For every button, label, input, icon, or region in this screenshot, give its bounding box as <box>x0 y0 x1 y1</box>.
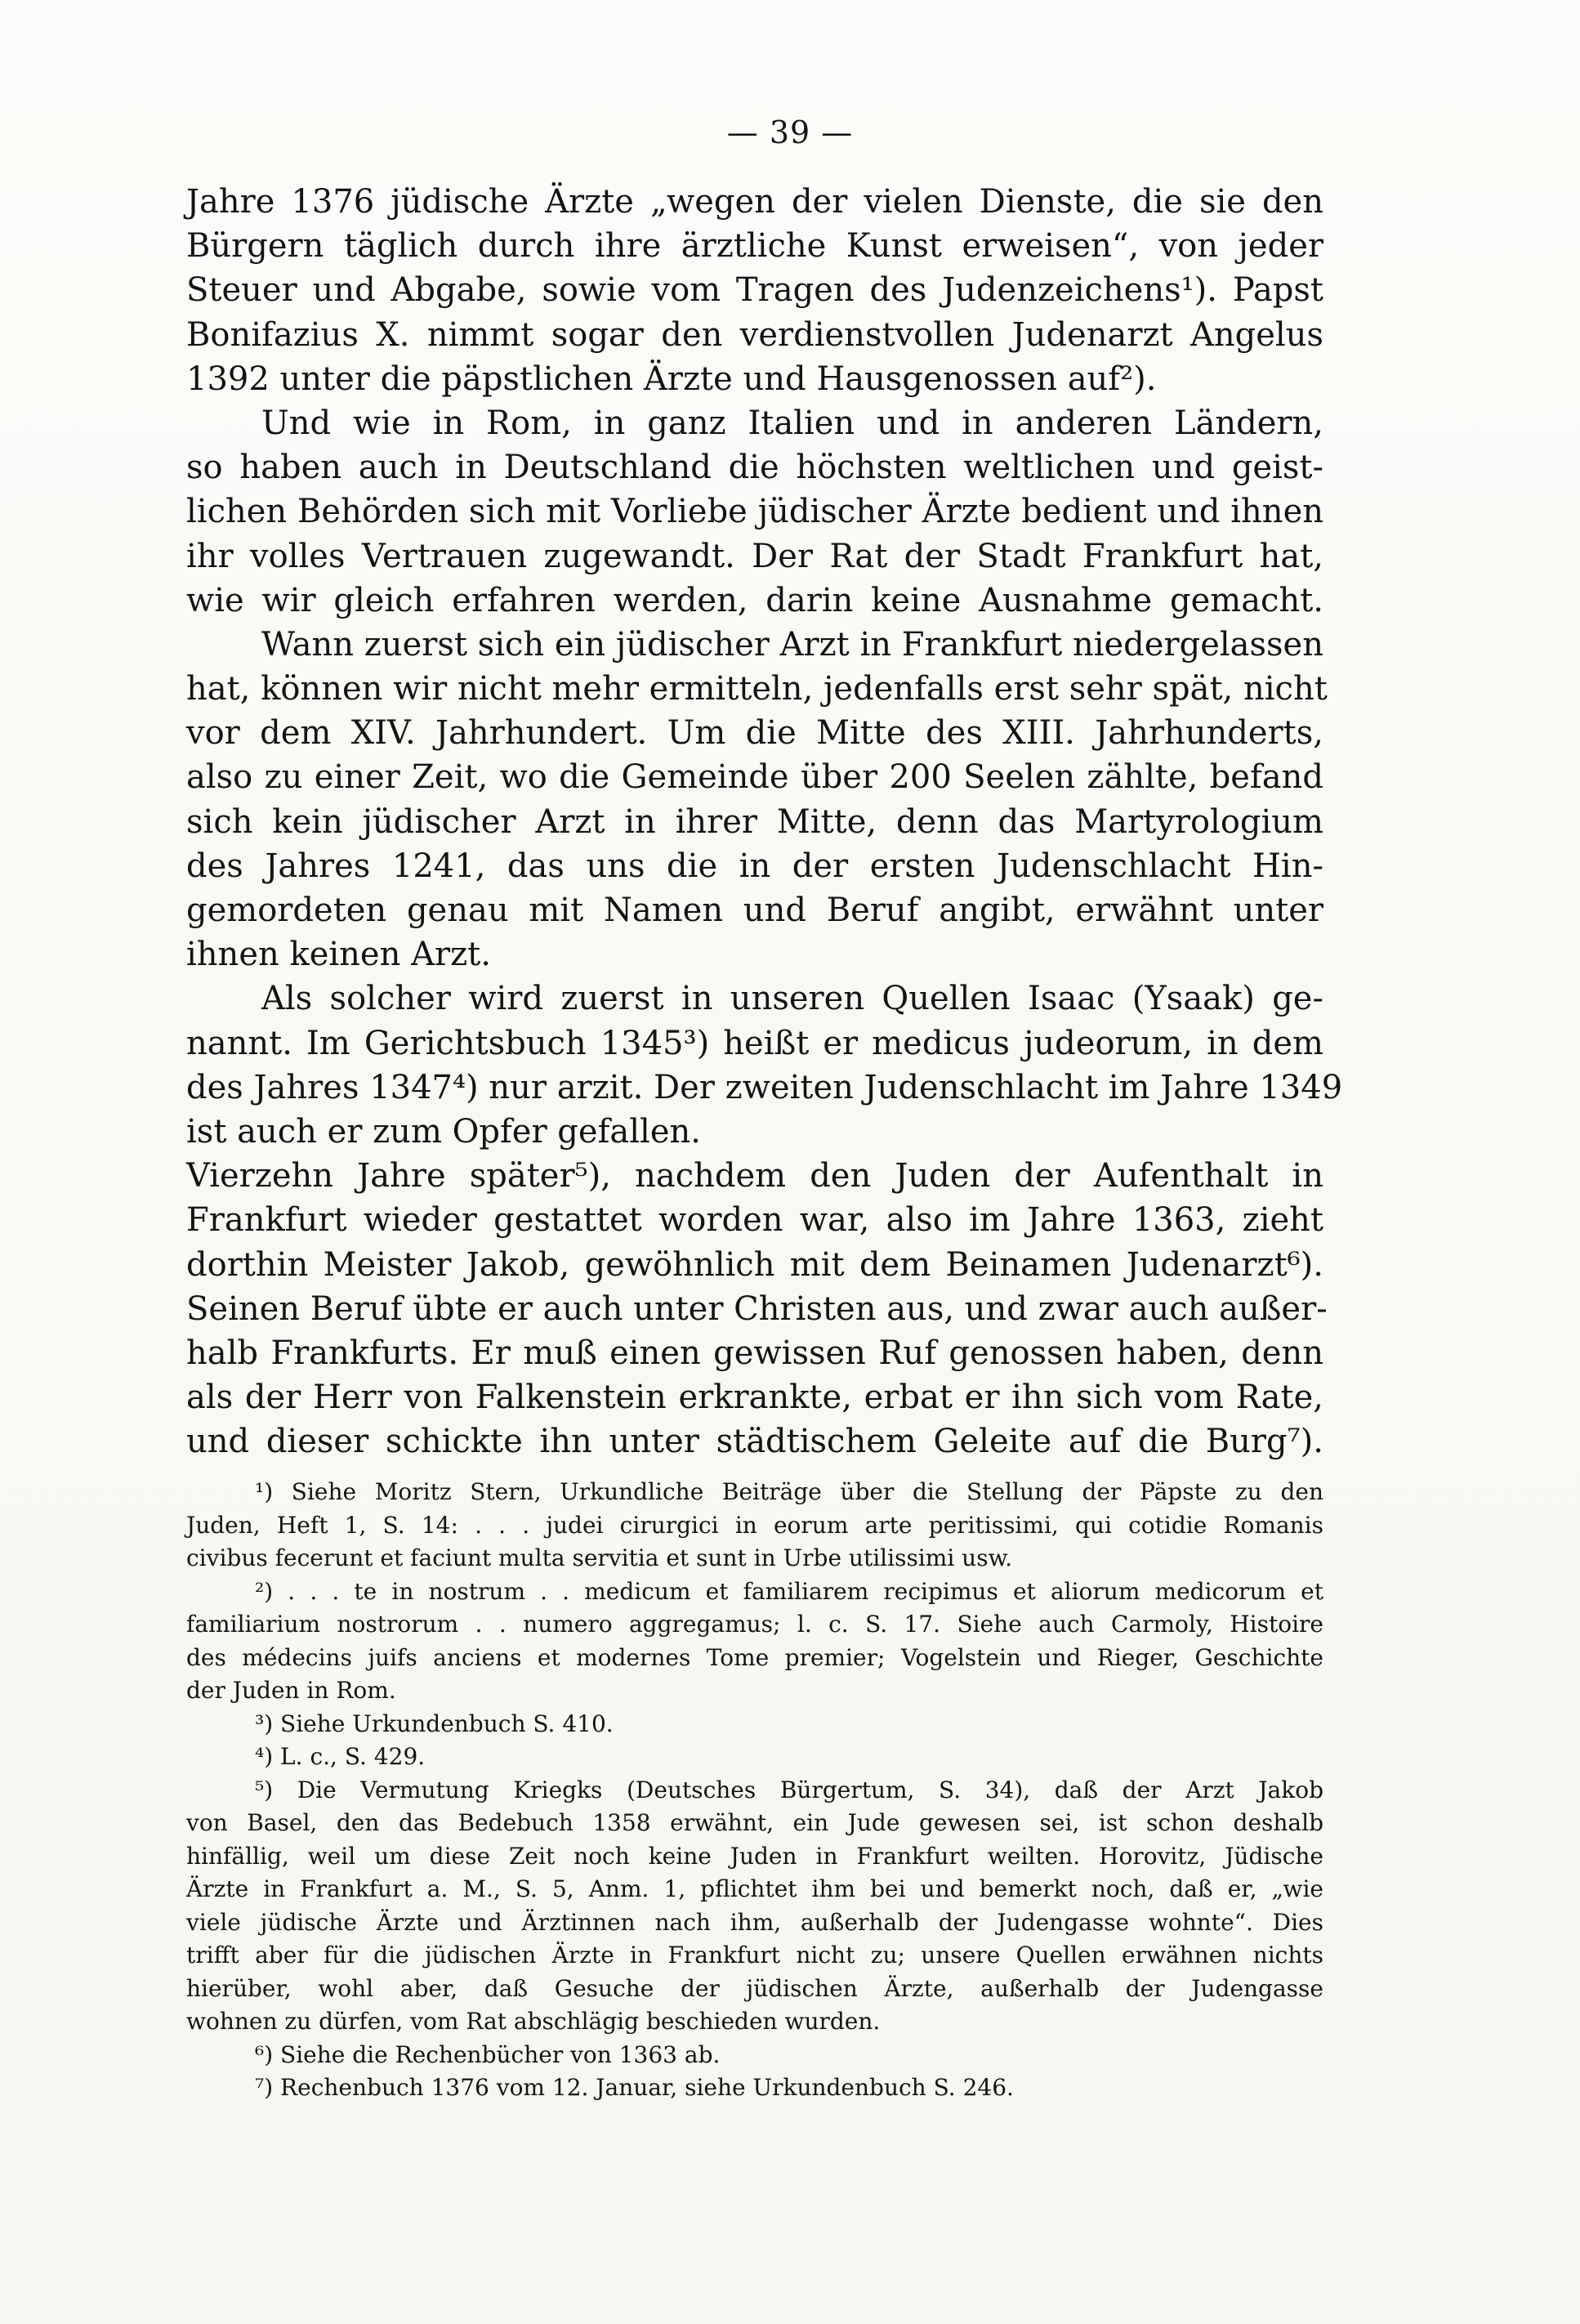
footnote-line: Juden, Heft 1, S. 14: . . . judei cirurgici in eorum arte peritissimi, qui cotidie Romanis <box>186 1511 1323 1539</box>
text-line: des Jahres 1347⁴) nur arzit. Der zweiten Judenschlacht im Jahre 1349 <box>186 1068 1343 1106</box>
footnote-line: ²) . . . te in nostrum . . medicum et familiarem recipimus et aliorum medicorum et <box>255 1577 1323 1605</box>
text-line: Frankfurt wieder gestattet worden war, also im Jahre 1363, zieht <box>186 1201 1323 1240</box>
text-line: wie wir gleich erfahren werden, darin keine Ausnahme gemacht. <box>186 581 1323 619</box>
text-line: 1392 unter die päpstlichen Ärzte und Hausgenossen auf²). <box>186 360 1157 398</box>
text-line: Und wie in Rom, in ganz Italien und in anderen Ländern, <box>261 404 1323 442</box>
footnote-line: von Basel, den das Bedebuch 1358 erwähnt, ein Jude gewesen sei, ist schon deshalb <box>186 1809 1323 1836</box>
footnote-line: civibus fecerunt et faciunt multa servitia et sunt in Urbe utilissimi usw. <box>186 1544 1013 1571</box>
text-line: ihnen keinen Arzt. <box>186 936 491 974</box>
text-line: dorthin Meister Jakob, gewöhnlich mit dem Beinamen Judenarzt⁶). <box>186 1245 1323 1284</box>
footnote-line: der Juden in Rom. <box>186 1677 396 1704</box>
text-line: als der Herr von Falkenstein erkrankte, erbat er ihn sich vom Rate, <box>186 1379 1323 1417</box>
page-number: — 39 — <box>726 114 854 150</box>
text-line: Wann zuerst sich ein jüdischer Arzt in Frankfurt niedergelassen <box>261 625 1323 664</box>
footnote-line: ¹) Siehe Moritz Stern, Urkundliche Beiträge über die Stellung der Päpste zu den <box>255 1478 1323 1505</box>
text-line: sich kein jüdischer Arzt in ihrer Mitte, denn das Martyrologium <box>186 802 1323 841</box>
text-line: Bonifazius X. nimmt sogar den verdienstvollen Judenarzt Angelus <box>186 315 1323 354</box>
text-line: also zu einer Zeit, wo die Gemeinde über 200 Seelen zählte, befand <box>186 758 1323 797</box>
text-line: Seinen Beruf übte er auch unter Christen aus, und zwar auch außer- <box>186 1289 1328 1328</box>
main-text <box>186 180 1343 1464</box>
footnote-line: familiarium nostrorum . . numero aggregamus; l. c. S. 17. Siehe auch Carmoly, Histoire <box>186 1611 1323 1638</box>
text-line: nannt. Im Gerichtsbuch 1345³) heißt er medicus judeorum, in dem <box>186 1024 1323 1062</box>
text-line: ist auch er zum Opfer gefallen. <box>186 1112 701 1151</box>
footnote-line: ⁷) Rechenbuch 1376 vom 12. Januar, siehe Urkundenbuch S. 246. <box>255 2074 1014 2101</box>
footnote-line: hinfällig, weil um diese Zeit noch keine Juden in Frankfurt weilten. Horovitz, Jüdische <box>186 1842 1323 1870</box>
footnote-line: Ärzte in Frankfurt a. M., S. 5, Anm. 1, pflichtet ihm bei und bemerkt noch, daß er, „wie <box>186 1875 1323 1902</box>
footnote-line: viele jüdische Ärzte und Ärztinnen nach ihm, außerhalb der Judengasse wohnte“. Dies <box>186 1908 1323 1936</box>
footnote-line: ⁴) L. c., S. 429. <box>255 1743 426 1770</box>
footnote-line: des médecins juifs anciens et modernes Tome premier; Vogelstein und Rieger, Geschichte <box>186 1643 1323 1671</box>
footnote-line: wohnen zu dürfen, vom Rat abschlägig beschieden wurden. <box>186 2008 881 2035</box>
text-line: vor dem XIV. Jahrhundert. Um die Mitte des XIII. Jahrhunderts, <box>186 714 1323 753</box>
text-line: ihr volles Vertrauen zugewandt. Der Rat der Stadt Frankfurt hat, <box>186 537 1323 575</box>
footnotes <box>186 1476 1323 2105</box>
footnote-line: ³) Siehe Urkundenbuch S. 410. <box>255 1709 614 1737</box>
footnote-line: ⁶) Siehe die Rechenbücher von 1363 ab. <box>255 2040 721 2068</box>
text-line: des Jahres 1241, das uns die in der ersten Judenschlacht Hin- <box>186 847 1323 885</box>
text-line: halb Frankfurts. Er muß einen gewissen Ruf genossen haben, denn <box>186 1334 1323 1372</box>
text-line: Vierzehn Jahre später⁵), nachdem den Juden der Aufenthalt in <box>186 1157 1323 1196</box>
text-line: Jahre 1376 jüdische Ärzte „wegen der vielen Dienste, die sie den <box>186 183 1323 221</box>
text-line: so haben auch in Deutschland die höchsten weltlichen und geist- <box>186 449 1323 487</box>
text-line: Bürgern täglich durch ihre ärztliche Kunst erweisen“, von jeder <box>186 227 1323 266</box>
text-line: und dieser schickte ihn unter städtischem Geleite auf die Burg⁷). <box>186 1423 1323 1461</box>
footnote-line: ⁵) Die Vermutung Kriegks (Deutsches Bürgertum, S. 34), daß der Arzt Jakob <box>255 1776 1323 1803</box>
text-line: gemordeten genau mit Namen und Beruf angibt, erwähnt unter <box>186 892 1323 929</box>
text-line: hat, können wir nicht mehr ermitteln, jedenfalls erst sehr spät, nicht <box>186 670 1328 708</box>
text-line: lichen Behörden sich mit Vorliebe jüdischer Ärzte bedient und ihnen <box>186 493 1323 531</box>
footnote-line: trifft aber für die jüdischen Ärzte in Frankfurt nicht zu; unsere Quellen erwähnen nichts <box>186 1942 1323 1969</box>
text-line: Als solcher wird zuerst in unseren Quellen Isaac (Ysaak) ge- <box>261 980 1323 1018</box>
text-line: Steuer und Abgabe, sowie vom Tragen des Judenzeichens¹). Papst <box>186 271 1323 310</box>
footnote-line: hierüber, wohl aber, daß Gesuche der jüdischen Ärzte, außerhalb der Judengasse <box>186 1974 1323 2002</box>
